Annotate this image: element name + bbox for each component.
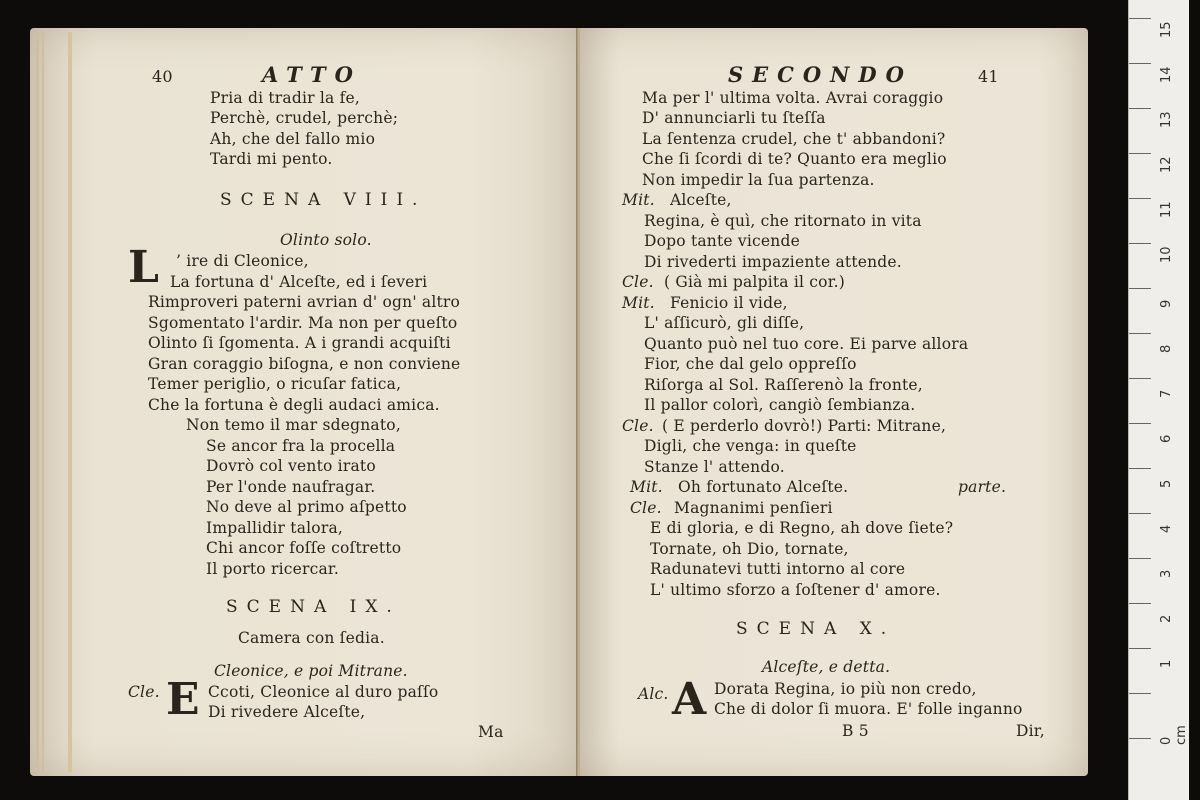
verse-line: Magnanimi penſieri [674, 499, 833, 517]
ruler-number: 4 [1159, 524, 1174, 533]
verse-line: Ah, che del fallo mio [210, 130, 376, 148]
verse-line: ( Già mi palpita il cor.) [664, 273, 845, 291]
verse-line: Dorata Regina, io più non credo, [714, 680, 977, 698]
ruler-tick [1129, 378, 1151, 379]
speaker-tag: Cle. [622, 273, 654, 291]
verse-line: Pria di tradir la fe, [210, 89, 361, 107]
speaker-tag: Mit. [622, 191, 655, 209]
verse-line: La fortuna d' Alceſte, ed i ſeveri [170, 273, 428, 291]
drop-cap: L [128, 242, 159, 293]
page-edges [68, 32, 72, 772]
scene-heading: SCENA VIII. [220, 190, 427, 210]
verse-line: Di rivedere Alceſte, [208, 703, 366, 721]
ruler-number: 10 [1159, 246, 1174, 263]
ruler-tick [1129, 693, 1151, 694]
ruler-number: 1 [1159, 659, 1174, 668]
ruler-number: 13 [1159, 111, 1174, 128]
ruler-tick [1129, 558, 1151, 559]
verse-line: Riſorga al Sol. Raſſerenò la fronte, [644, 376, 923, 394]
speaker-tag: Mit. [630, 478, 663, 496]
ruler-tick [1129, 198, 1151, 199]
ruler-number: 12 [1159, 156, 1174, 173]
verse-line: Sgomentato l'ardir. Ma non per queſto [148, 314, 458, 332]
ruler-tick [1129, 603, 1151, 604]
drop-cap: E [166, 674, 200, 725]
page-edges [36, 32, 39, 772]
verse-line: Impallidir talora, [206, 519, 344, 537]
ruler-number: 7 [1159, 389, 1174, 398]
verse-line: D' annunciarli tu ſteſſa [642, 109, 826, 127]
speaker-tag: Cle. [128, 683, 160, 701]
verse-line: Fenicio il vide, [670, 294, 788, 312]
speaker-tag: Cle. [622, 417, 654, 435]
verse-line: Il pallor colorì, cangiò ſembianza. [644, 396, 916, 414]
ruler-number: 9 [1159, 299, 1174, 308]
scene-heading: SCENA IX. [226, 597, 401, 617]
scene-heading: SCENA X. [736, 619, 896, 639]
left-page [30, 28, 578, 776]
ruler-tick [1129, 288, 1151, 289]
ruler-tick [1129, 468, 1151, 469]
verse-line: Che la fortuna è degli audaci amica. [148, 396, 440, 414]
verse-line: Tardi mi pento. [210, 150, 333, 168]
verse-line: Gran coraggio biſogna, e non conviene [148, 355, 461, 373]
ruler-number: 15 [1159, 21, 1174, 38]
ruler-number: 11 [1159, 201, 1174, 218]
verse-line: Perchè, crudel, perchè; [210, 109, 399, 127]
verse-line: Oh fortunato Alceſte. [678, 478, 849, 496]
verse-line: Chi ancor foſſe coſtretto [206, 539, 402, 557]
verse-line: Dovrò col vento irato [206, 457, 376, 475]
ruler-tick [1129, 513, 1151, 514]
ruler-tick [1129, 423, 1151, 424]
ruler-tick [1129, 738, 1151, 739]
right-page-number: 41 [978, 67, 999, 86]
verse-line: ( E perderlo dovrò!) Parti: Mitrane, [662, 417, 947, 435]
ruler-tick [1129, 63, 1151, 64]
stage-direction: parte. [958, 478, 1007, 496]
stage-direction: Olinto solo. [280, 231, 372, 249]
right-running-head: SECONDO [728, 62, 913, 87]
verse-line: Ccoti, Cleonice al duro paſſo [208, 683, 439, 701]
verse-line: No deve al primo aſpetto [206, 498, 407, 516]
verse-line: Ma per l' ultima volta. Avrai coraggio [642, 89, 944, 107]
verse-line: Di rivederti impaziente attende. [644, 253, 902, 271]
ruler-number: 14 [1159, 66, 1174, 83]
verse-line: La ſentenza crudel, che t' abbandoni? [642, 130, 946, 148]
ruler-number: 6 [1159, 434, 1174, 443]
verse-line: Stanze l' attendo. [644, 458, 785, 476]
open-book [30, 28, 1088, 776]
verse-line: L' aſſicurò, gli diſſe, [644, 314, 805, 332]
ruler-tick [1129, 108, 1151, 109]
verse-line: Il porto ricercar. [206, 560, 339, 578]
stage-direction: Camera con ſedia. [238, 629, 385, 647]
ruler-tick [1129, 18, 1151, 19]
ruler-number: 8 [1159, 344, 1174, 353]
verse-line: Non temo il mar sdegnato, [186, 416, 401, 434]
verse-line: Che di dolor ſi muora. E' folle inganno [714, 700, 1023, 718]
verse-line: Olinto ſi ſgomenta. A i grandi acquiſti [148, 334, 451, 352]
speaker-tag: Cle. [630, 499, 662, 517]
stage-direction: Alceſte, e detta. [762, 658, 891, 676]
verse-line: Dopo tante vicende [644, 232, 800, 250]
verse-line: Rimproveri paterni avrian d' ogn' altro [148, 293, 461, 311]
verse-line: Alceſte, [670, 191, 732, 209]
signature-mark: B 5 [842, 722, 869, 740]
verse-line: E di gloria, e di Regno, ah dove ſiete? [650, 519, 954, 537]
catchword: Dir, [1016, 722, 1045, 740]
verse-line: Se ancor fra la procella [206, 437, 396, 455]
verse-line: Che ſi ſcordi di te? Quanto era meglio [642, 150, 947, 168]
ruler-tick [1129, 333, 1151, 334]
verse-line: Non impedir la ſua partenza. [642, 171, 875, 189]
verse-line: Temer periglio, o ricuſar fatica, [148, 375, 402, 393]
page-edges [42, 32, 44, 772]
drop-cap: A [672, 674, 707, 725]
ruler-tick [1129, 153, 1151, 154]
speaker-tag: Mit. [622, 294, 655, 312]
stage-direction: Cleonice, e poi Mitrane. [214, 662, 408, 680]
speaker-tag: Alc. [638, 685, 669, 703]
verse-line: ’ ire di Cleonice, [176, 252, 309, 270]
verse-line: Radunatevi tutti intorno al core [650, 560, 906, 578]
ruler-number: 0 cm [1159, 725, 1189, 745]
scale-ruler [1128, 0, 1189, 800]
verse-line: L' ultimo sforzo a ſoſtener d' amore. [650, 581, 941, 599]
ruler-tick [1129, 243, 1151, 244]
left-running-head: ATTO [262, 62, 362, 87]
verse-line: Fior, che dal gelo oppreſſo [644, 355, 857, 373]
ruler-tick [1129, 648, 1151, 649]
verse-line: Quanto può nel tuo core. Ei parve allora [644, 335, 969, 353]
catchword: Ma [478, 723, 504, 741]
ruler-number: 2 [1159, 614, 1174, 623]
verse-line: Tornate, oh Dio, tornate, [650, 540, 849, 558]
verse-line: Regina, è quì, che ritornato in vita [644, 212, 922, 230]
ruler-number: 3 [1159, 569, 1174, 578]
ruler-number: 5 [1159, 479, 1174, 488]
left-page-number: 40 [152, 67, 173, 86]
verse-line: Per l'onde naufragar. [206, 478, 376, 496]
right-page [580, 28, 1088, 776]
verse-line: Digli, che venga: in queſte [644, 437, 857, 455]
